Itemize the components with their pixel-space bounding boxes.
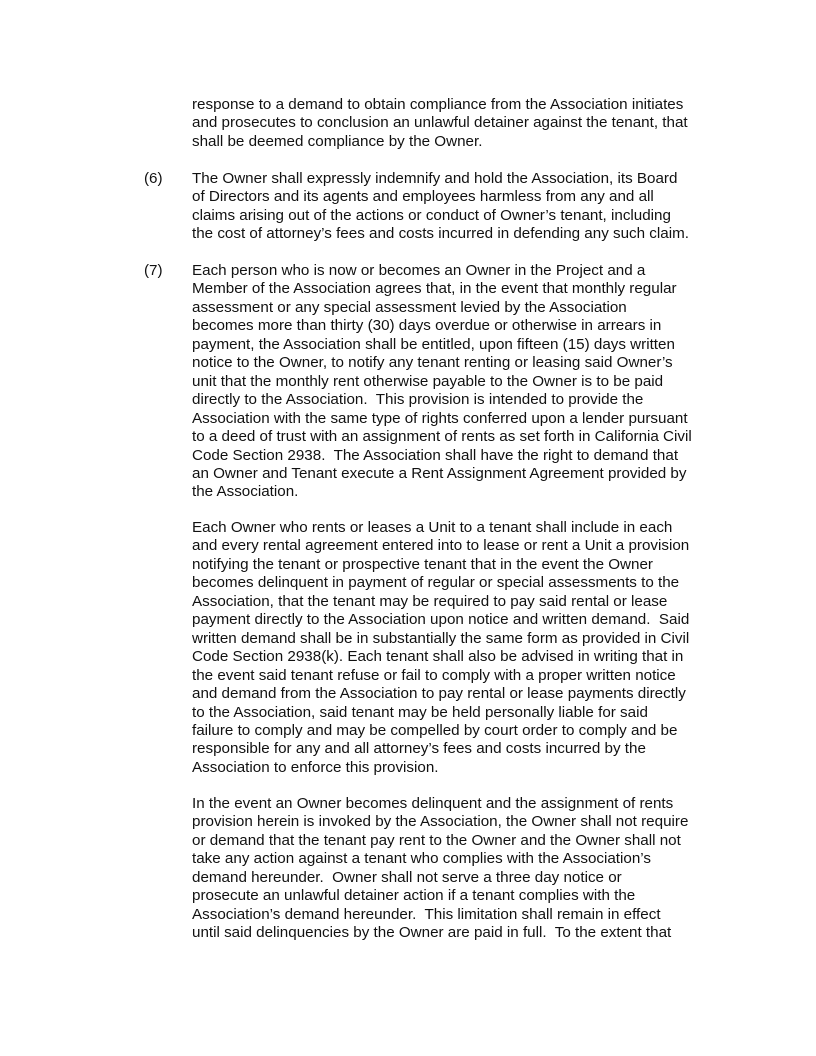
item-6-paragraph: The Owner shall expressly indemnify and hold the Association, its Board of Directors and its agents and employees harmless from any and all claims arising out of the actions or conduct of Owner’s tenant, including the cost of attorney’s fees and costs incurred in defending any such claim. — [192, 170, 689, 243]
continuation-paragraph: response to a demand to obtain compliance from the Association initiates and prosecutes to conclusion an unlawful detainer against the tenant, that shall be deemed compliance by the Owner. — [192, 96, 688, 150]
item-7-paragraph-1: Each person who is now or becomes an Owner in the Project and a Member of the Association agrees that, in the event that monthly regular assessment or any special assessment levied by the Association becomes more than thirty (30) days overdue or otherwise in arrears in payment, the Association shall be entitled, upon fifteen (15) days written notice to the Owner, to notify any tenant renting or leasing said Owner’s unit that the monthly rent otherwise payable to the Owner is to be paid directly to the Association. This provision is intended to provide the Association with the same type of rights conferred upon a lender pursuant to a deed of trust with an assignment of rents as set forth in California Civil Code Section 2938. The Association shall have the right to demand that an Owner and Tenant execute a Rent Assignment Agreement provided by the Association. — [192, 262, 692, 501]
item-number-6: (6) — [144, 170, 163, 187]
item-7-paragraph-3: In the event an Owner becomes delinquent and the assignment of rents provision herein is invoked by the Association, the Owner shall not require or demand that the tenant pay rent to the Owner and the Owner shall not take any action against a tenant who complies with the Association’s demand hereunder. Owner shall not serve a three day notice or prosecute an unlawful detainer action if a tenant complies with the Association’s demand hereunder. This limitation shall remain in effect until said delinquencies by the Owner are paid in full. To the extent that — [192, 795, 689, 942]
item-number-7: (7) — [144, 262, 163, 279]
item-7-paragraph-2: Each Owner who rents or leases a Unit to a tenant shall include in each and every rental agreement entered into to lease or rent a Unit a provision notifying the tenant or prospective tenant that in the event the Owner becomes delinquent in payment of regular or special assessments to the Association, that the tenant may be required to pay said rental or lease payment directly to the Association upon notice and written demand. Said written demand shall be in substantially the same form as provided in Civil Code Section 2938(k). Each tenant shall also be advised in writing that in the event said tenant refuse or fail to comply with a proper written notice and demand from the Association to pay rental or lease payments directly to the Association, said tenant may be held personally liable for said failure to comply and may be compelled by court order to comply and be responsible for any and all attorney’s fees and costs incurred by the Association to enforce this provision. — [192, 519, 690, 776]
